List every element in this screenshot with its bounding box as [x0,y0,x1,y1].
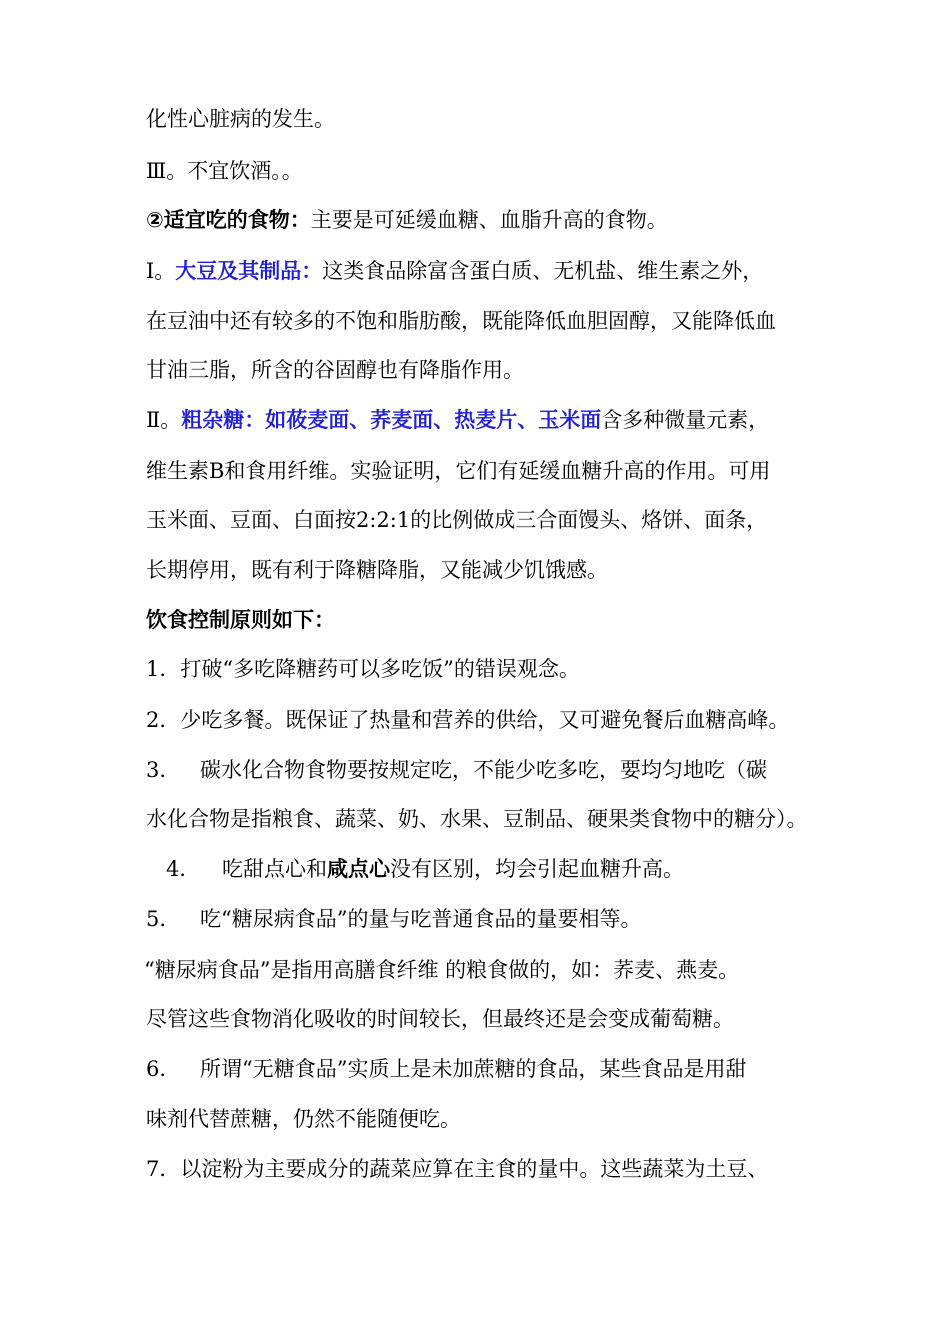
text-line: 玉米面、豆面、白面按2:2:1的比例做成三合面馒头、烙饼、面条， [146,508,768,532]
item-number: Ⅰ。 [146,259,176,283]
item-number: 3． [146,758,181,782]
text-line: 在豆油中还有较多的不饱和脂肪酸，既能降低血胆固醇，又能降低血 [146,309,776,333]
text-line: 化性心脏病的发生。 [146,107,335,131]
text-span: 碳水化合物食物要按规定吃，不能少吃多吃，要均匀地吃（碳 [200,758,767,782]
text-span: 没有区别，均会引起血糖升高。 [390,857,684,881]
text-line: 尽管这些食物消化吸收的时间较长，但最终还是会变成葡萄糖。 [146,1007,734,1031]
text-line [146,205,668,235]
text-span: 这类食品除富含蛋白质、无机盐、维生素之外， [322,259,764,283]
text-line: Ⅲ。不宜饮酒。。 [146,159,303,183]
item-heading: 大豆及其制品： [175,259,323,283]
item-number: 4． [166,857,201,881]
text-line [146,256,763,286]
text-span: 吃甜点心和 [222,857,327,881]
text-line: 甘油三脂，所含的谷固醇也有降脂作用。 [146,358,524,382]
list-item [146,755,767,785]
list-item [146,1054,746,1084]
text-line [146,405,769,435]
text-line: 维生素B和食用纤维。实验证明，它们有延缓血糖升高的作用。可用 [146,459,771,483]
text-line: “糖尿病食品”是指用高膳食纤维 的粮食做的，如：荞麦、燕麦。 [144,958,740,982]
list-item [166,854,684,884]
text-span: 所谓“无糖食品”实质上是未加蔗糖的食品，某些食品是用甜 [200,1057,747,1081]
text-line: 味剂代替蔗糖，仍然不能随便吃。 [146,1107,461,1131]
text-line: 长期停用，既有利于降糖降脂，又能减少饥饿感。 [146,558,608,582]
section-heading: 饮食控制原则如下： [146,608,335,632]
text-span: 主要是可延缓血糖、血脂升高的食物。 [310,208,668,232]
section-heading: ②适宜吃的食物： [146,208,311,232]
item-number: 6． [146,1057,181,1081]
list-item: 2．少吃多餐。既保证了热量和营养的供给，又可避免餐后血糖高峰。 [146,708,790,732]
text-span: 含多种微量元素， [601,408,770,432]
list-item: 1．打破“多吃降糖药可以多吃饭”的错误观念。 [146,657,580,681]
item-number: Ⅱ。 [146,408,182,432]
text-span: 吃“糖尿病食品”的量与吃普通食品的量要相等。 [200,907,642,931]
item-number: 5． [146,907,181,931]
text-line: 水化合物是指粮食、蔬菜、奶、水果、豆制品、硬果类食物中的糖分）。 [146,807,808,831]
list-item [146,904,641,934]
item-heading: 粗杂糖：如莜麦面、荞麦面、热麦片、玉米面 [181,408,602,432]
emphasis-text: 咸点心 [327,857,390,881]
list-item: 7．以淀粉为主要成分的蔬菜应算在主食的量中。这些蔬菜为土豆、 [146,1157,769,1181]
